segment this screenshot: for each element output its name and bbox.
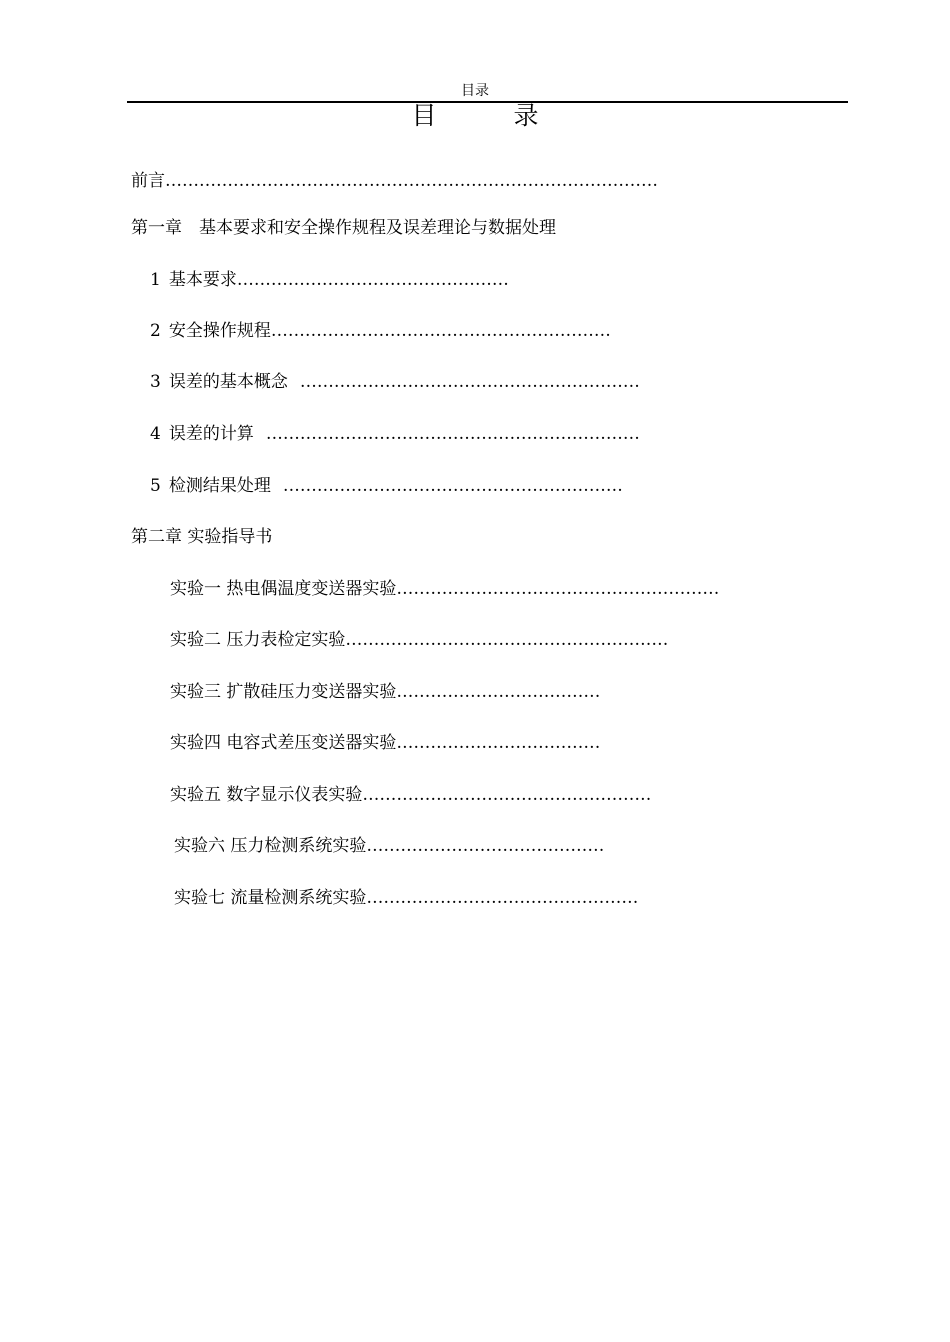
toc-entry-label: 误差的计算 (168, 424, 254, 444)
toc-entry-2-5[interactable] (170, 784, 651, 806)
toc-entry-number: 2 (150, 321, 161, 341)
toc-entry-label: 实验三 扩散硅压力变送器实验 (170, 682, 397, 702)
toc-leader-dots: ……………………………… (396, 733, 601, 753)
toc-entry-label: 实验一 热电偶温度变送器实验 (170, 579, 397, 599)
toc-entry-1-3[interactable] (150, 371, 640, 393)
toc-leader-dots: ………………………………………………… (396, 579, 720, 599)
toc-entry-1-1[interactable] (150, 269, 509, 291)
toc-entry-2-4[interactable] (170, 732, 600, 754)
toc-entry-1-2[interactable] (150, 320, 611, 342)
toc-chapter-1[interactable] (131, 217, 556, 239)
toc-entry-preface[interactable] (131, 170, 658, 192)
toc-chapter-label: 第一章 基本要求和安全操作规程及误差理论与数据处理 (131, 218, 556, 238)
toc-entry-number: 5 (150, 476, 161, 496)
running-header: 目录 (461, 83, 489, 99)
toc-entry-1-5[interactable] (150, 475, 623, 497)
toc-entry-2-6[interactable] (174, 835, 604, 857)
toc-entry-number: 4 (150, 424, 161, 444)
toc-entry-label: 实验二 压力表检定实验 (170, 630, 346, 650)
toc-leader-dots: …………………………………… (366, 836, 605, 856)
toc-entry-1-4[interactable] (150, 423, 640, 445)
toc-leader-dots: …………………………………………………………………………… (165, 171, 658, 191)
toc-leader-dots: …………………………………………… (362, 785, 652, 805)
toc-entry-label: 前言 (131, 171, 165, 191)
toc-entry-label: 检测结果处理 (168, 476, 271, 496)
toc-entry-label: 实验四 电容式差压变送器实验 (170, 733, 397, 753)
page-title: 目 录 (411, 101, 565, 130)
toc-entry-2-7[interactable] (174, 887, 638, 909)
toc-entry-label: 实验七 流量检测系统实验 (174, 888, 367, 908)
toc-entry-2-1[interactable] (170, 578, 719, 600)
toc-chapter-label: 第二章 实验指导书 (131, 527, 273, 547)
toc-entry-label: 安全操作规程 (168, 321, 271, 341)
toc-entry-2-2[interactable] (170, 629, 668, 651)
toc-entry-label: 误差的基本概念 (168, 372, 288, 392)
toc-entry-label: 实验五 数字显示仪表实验 (170, 785, 363, 805)
toc-entry-2-3[interactable] (170, 681, 600, 703)
toc-leader-dots: ………………………………………… (236, 270, 509, 290)
toc-entry-number: 3 (150, 372, 161, 392)
toc-entry-label: 基本要求 (168, 270, 237, 290)
toc-leader-dots: …………………………………………………… (270, 321, 611, 341)
toc-chapter-2[interactable] (131, 526, 272, 548)
toc-leader-dots: ………………………………………………………… (265, 424, 640, 444)
toc-leader-dots: ………………………………………………… (345, 630, 669, 650)
toc-leader-dots: ………………………………………… (366, 888, 639, 908)
toc-leader-dots: ……………………………… (396, 682, 601, 702)
toc-entry-number: 1 (150, 270, 161, 290)
toc-entry-label: 实验六 压力检测系统实验 (174, 836, 367, 856)
toc-leader-dots: …………………………………………………… (282, 476, 623, 496)
toc-leader-dots: …………………………………………………… (299, 372, 640, 392)
